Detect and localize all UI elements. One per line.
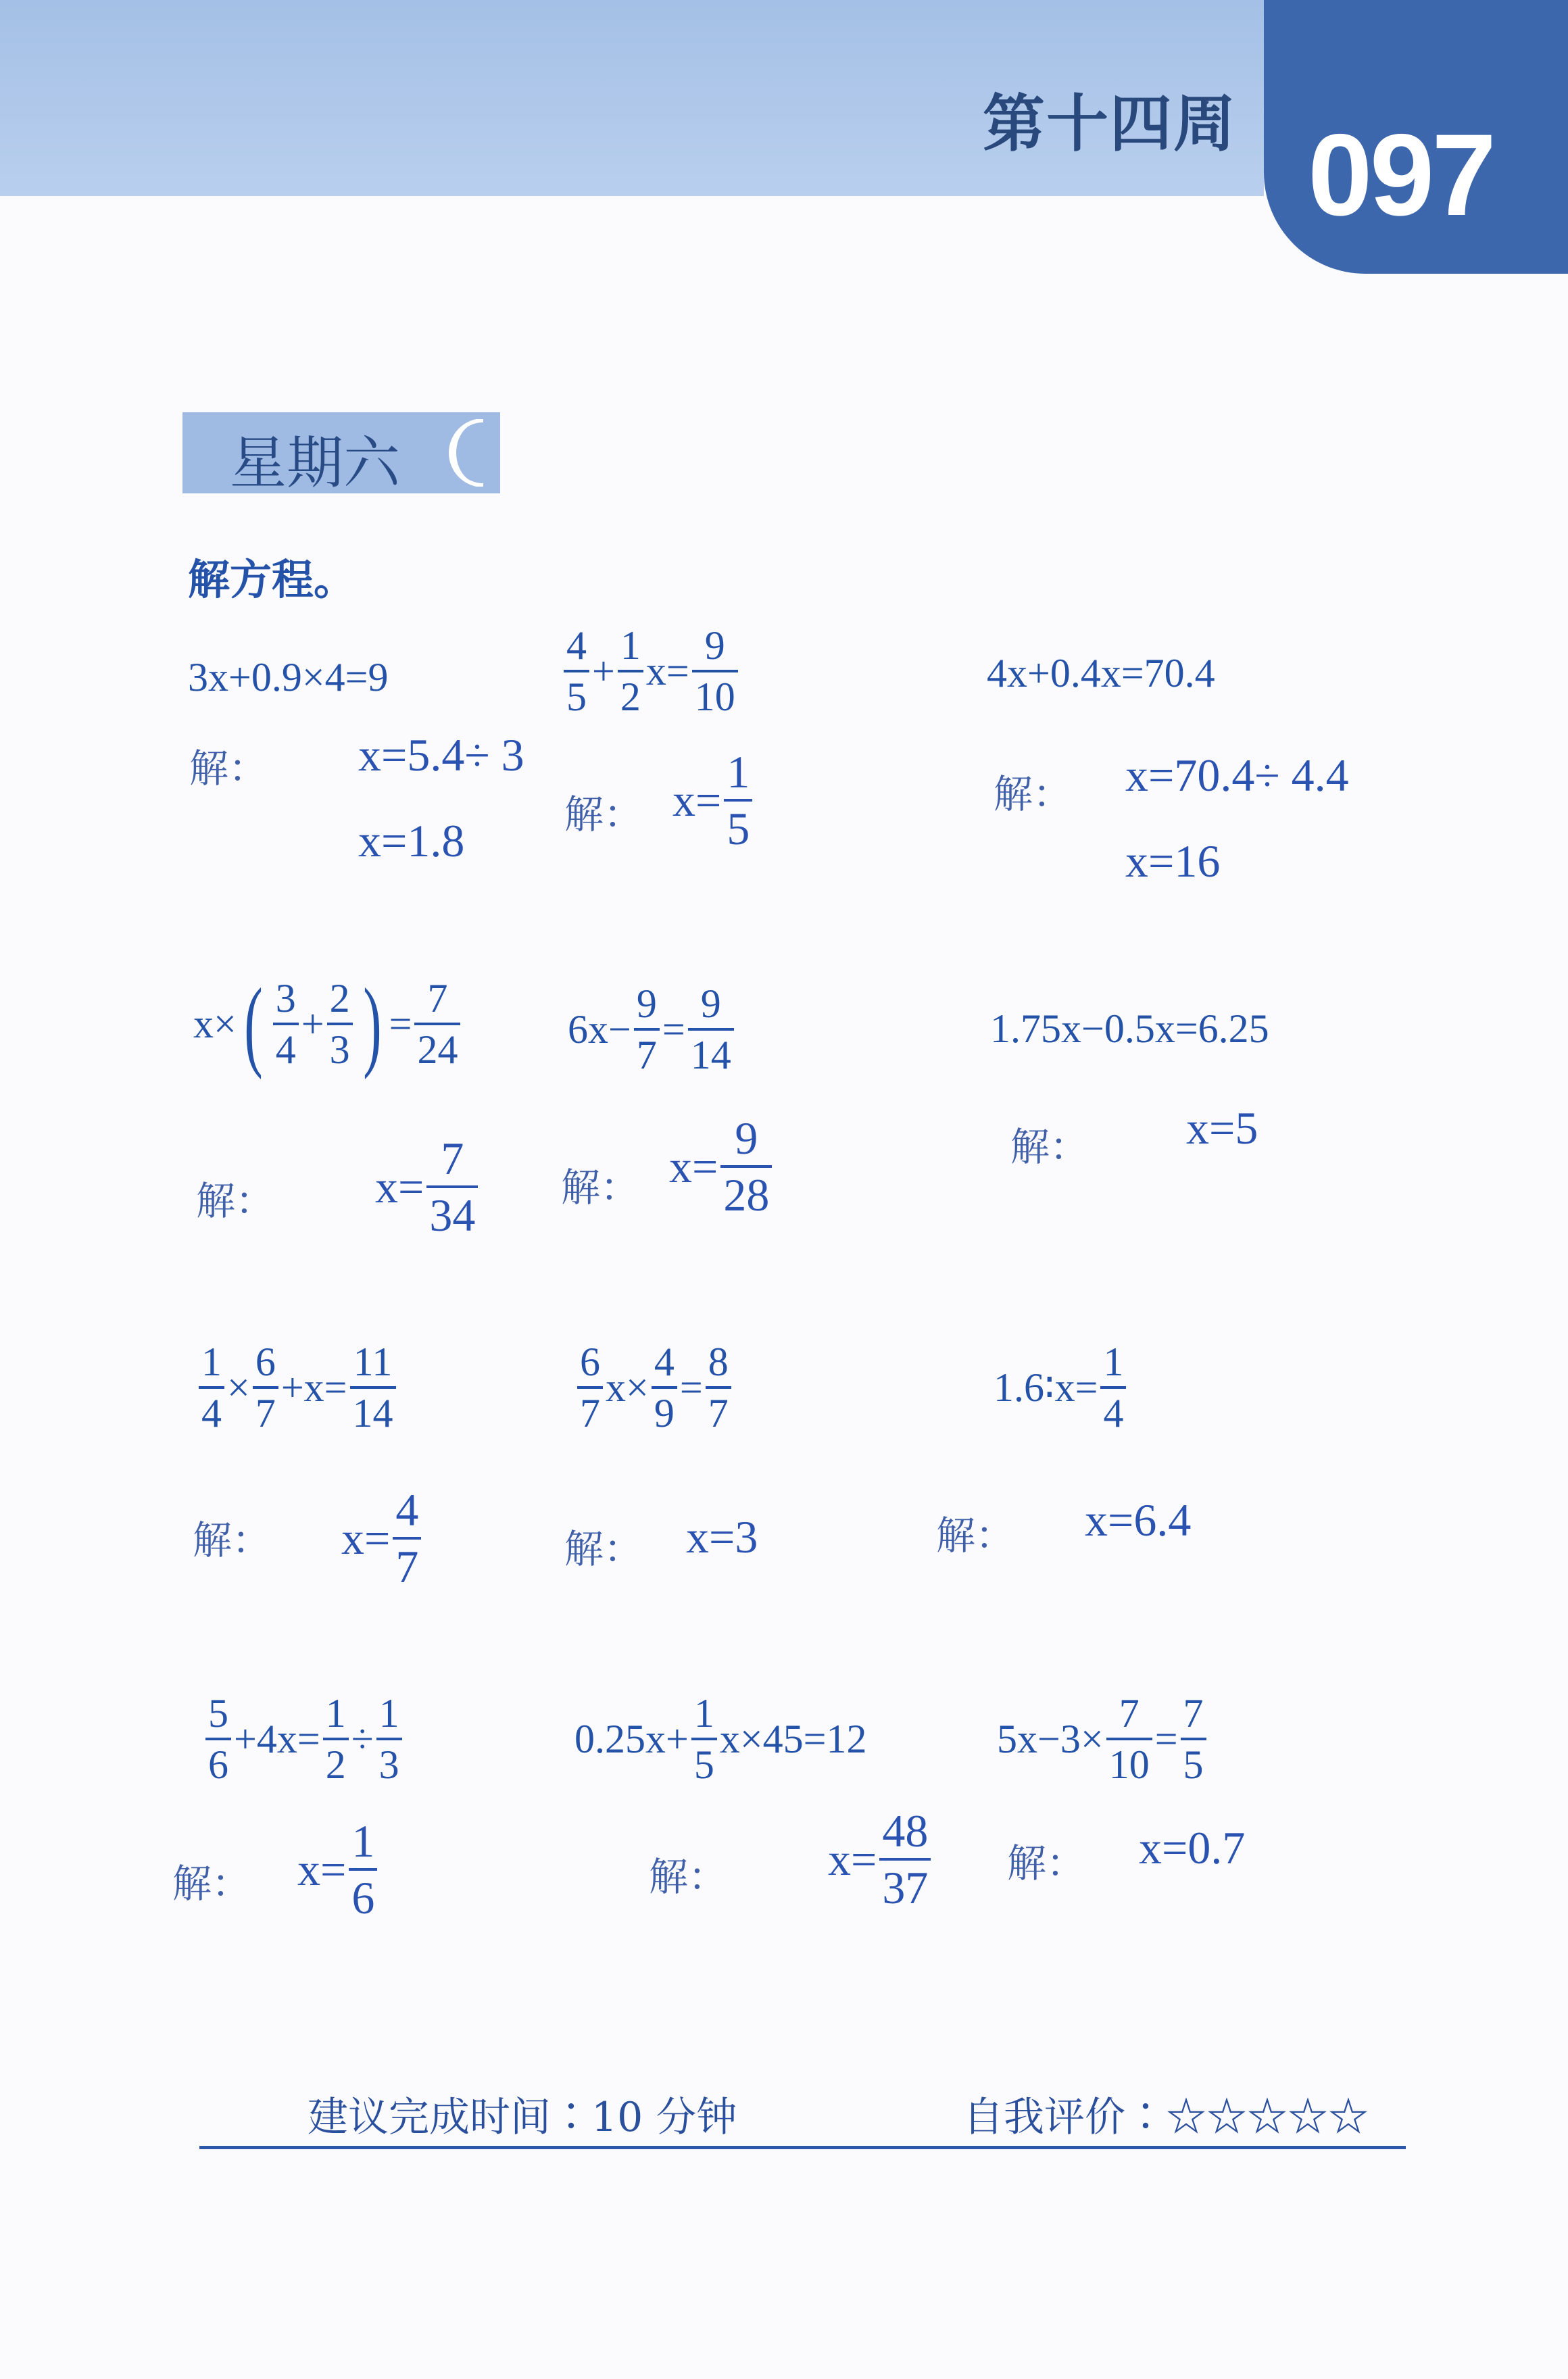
answer-6: x=5 bbox=[1186, 1102, 1258, 1154]
equation-8: $\frac{6}{7}$ x× $\frac{4}{9}$ = $\frac{8}{7}$ bbox=[574, 1342, 734, 1433]
page-number: 097 bbox=[1308, 110, 1494, 240]
equation-7: $\frac{1}{4}$ × $\frac{6}{7}$ +x= $\frac{11}{14}$ bbox=[196, 1342, 399, 1433]
equation-text: 3x+0.9×4=9 bbox=[188, 655, 389, 700]
answer-10: x= $\frac{1}{6}$ bbox=[297, 1818, 380, 1921]
answer-9: x=6.4 bbox=[1085, 1494, 1192, 1546]
solve-label-11: 解： bbox=[649, 1854, 728, 1900]
answer-1b: x=1.8 bbox=[358, 815, 465, 866]
equation-3: 4x+0.4x=70.4 bbox=[987, 651, 1215, 695]
answer-3b: x=16 bbox=[1125, 835, 1221, 887]
solve-label-2: 解： bbox=[564, 791, 643, 837]
suggested-time: 建议完成时间∶10 分钟 bbox=[308, 2094, 737, 2141]
self-eval-label: 自我评价∶ bbox=[963, 2094, 1166, 2141]
solve-label-12: 解： bbox=[1007, 1840, 1086, 1886]
solve-label-10: 解： bbox=[172, 1861, 251, 1907]
answer-2: x= $\frac{1}{5}$ bbox=[672, 749, 755, 852]
footer-rule bbox=[199, 2146, 1406, 2149]
equation-1 bbox=[188, 654, 389, 701]
equation-10: $\frac{5}{6}$ +4x= $\frac{1}{2}$ ÷ $\frac{1}{3}$ bbox=[203, 1693, 405, 1785]
equation-4: x× ( $\frac{3}{4}$ + $\frac{2}{3}$ ) = $\frac{7}{24}$ bbox=[193, 973, 463, 1075]
solve-label-8: 解： bbox=[564, 1526, 643, 1572]
answer-1a: x=5.4÷ 3 bbox=[358, 729, 524, 781]
answer-3a: x=70.4÷ 4.4 bbox=[1125, 750, 1349, 801]
equation-11: 0.25x+ $\frac{1}{5}$ x×45=12 bbox=[574, 1691, 867, 1787]
equation-12: 5x−3× $\frac{7}{10}$ = $\frac{7}{5}$ bbox=[997, 1693, 1209, 1785]
answer-5: x= $\frac{9}{28}$ bbox=[669, 1115, 775, 1218]
solve-label-3: 解： bbox=[994, 771, 1073, 817]
equation-6: 1.75x−0.5x=6.25 bbox=[990, 1006, 1269, 1051]
crescent-icon bbox=[443, 419, 490, 487]
solve-label-9: 解： bbox=[936, 1513, 1015, 1559]
solve-label-5: 解： bbox=[561, 1164, 640, 1210]
answer-12: x=0.7 bbox=[1139, 1822, 1246, 1873]
answer-8: x=3 bbox=[686, 1511, 758, 1563]
answer-11: x= $\frac{48}{37}$ bbox=[828, 1808, 933, 1911]
self-evaluation bbox=[963, 2085, 1369, 2143]
week-title: 第十四周 bbox=[982, 88, 1237, 160]
equation-5: 6x− $\frac{9}{7}$ = $\frac{9}{14}$ bbox=[568, 983, 737, 1075]
instruction: 解方程。 bbox=[188, 555, 356, 604]
answer-4: x= $\frac{7}{34}$ bbox=[375, 1135, 481, 1238]
equation-9: 1.6∶x= $\frac{1}{4}$ bbox=[994, 1342, 1129, 1433]
solve-label-6: 解： bbox=[1010, 1124, 1089, 1170]
equation-2: $\frac{4}{5}$ + $\frac{1}{2}$ x= $\frac{9}{10}$ bbox=[561, 625, 741, 717]
solve-label-4: 解： bbox=[196, 1178, 275, 1224]
solve-label-7: 解： bbox=[193, 1517, 272, 1563]
day-label: 星期六 bbox=[230, 430, 401, 496]
answer-7: x= $\frac{4}{7}$ bbox=[341, 1487, 424, 1590]
rating-stars: ☆☆☆☆☆ bbox=[1166, 2094, 1369, 2141]
solve-label-1: 解： bbox=[189, 745, 268, 791]
